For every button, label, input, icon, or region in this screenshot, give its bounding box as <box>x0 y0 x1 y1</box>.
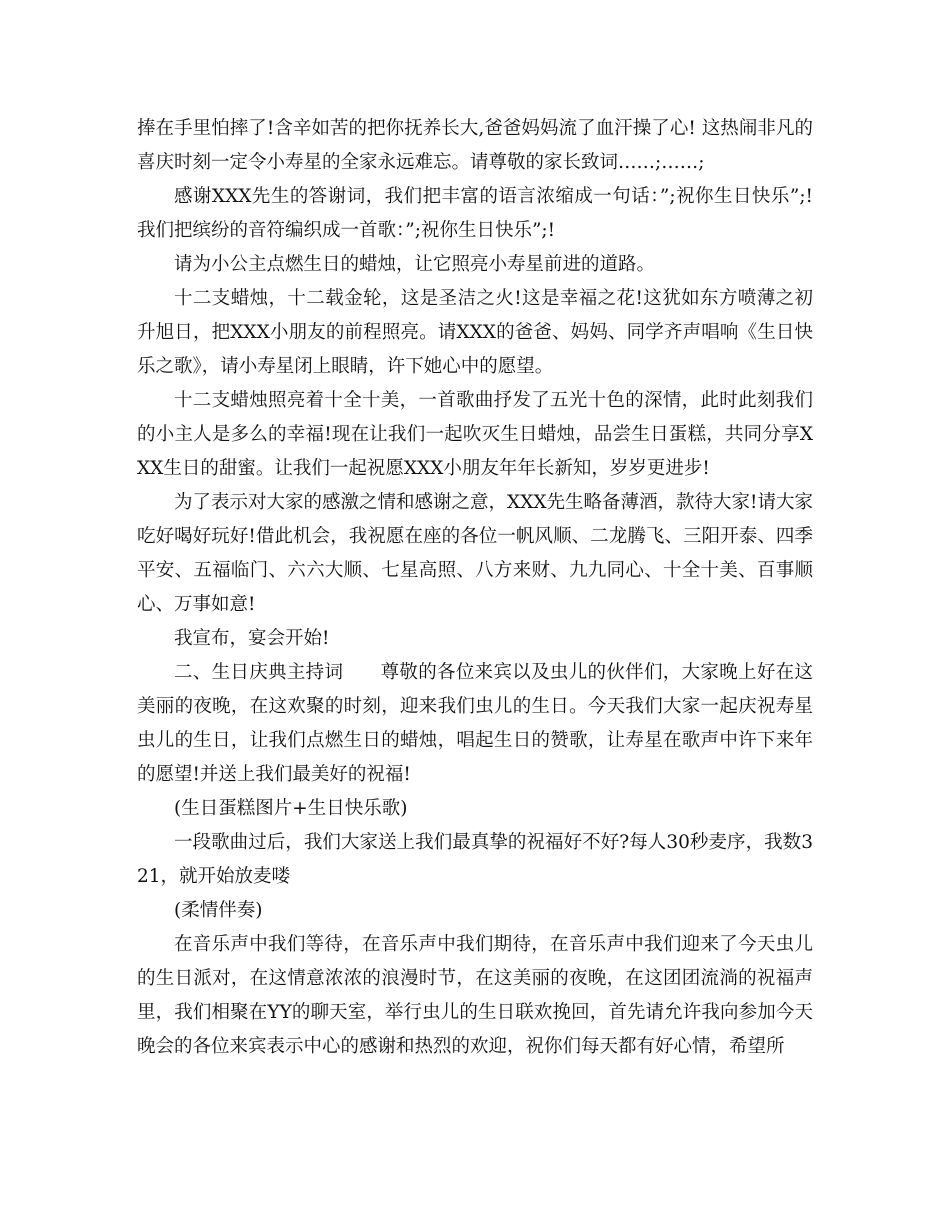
paragraph: 请为小公主点燃生日的蜡烛，让它照亮小寿星前进的道路。 <box>174 254 656 275</box>
paragraph: 捧在手里怕摔了!含辛如苦的把你抚养长大,爸爸妈妈流了血汗操了心! 这热闹非凡的喜庆时刻一定令小寿星的全家永远难忘。请尊敬的家长致词……;……; <box>137 118 813 173</box>
paragraph: 一段歌曲过后，我们大家送上我们最真挚的祝福好不好?每人30秒麦序，我数321，就开始放麦喽 <box>137 832 813 887</box>
paragraph: 十二支蜡烛照亮着十全十美，一首歌曲抒发了五光十色的深情，此时此刻我们的小主人是多么的幸福!现在让我们一起吹灭生日蜡烛，品尝生日蛋糕，共同分享XXX生日的甜蜜。让我们一起祝愿XXX小朋友年年长新知，岁岁更进步! <box>137 390 813 479</box>
section-heading: 二、生日庆典主持词 <box>174 662 344 683</box>
section-heading-tail: 尊敬的各位来宾以及虫儿的伙伴们，大家晚上好在这 <box>380 662 813 683</box>
paragraph: (柔情伴奏) <box>174 900 263 921</box>
document-page <box>137 112 813 1064</box>
paragraph: 感谢XXX先生的答谢词，我们把丰富的语言浓缩成一句话：”;祝你生日快乐”;!我们把缤纷的音符编织成一首歌：”;祝你生日快乐”;! <box>137 186 813 241</box>
paragraph: 我宣布，宴会开始! <box>174 628 330 649</box>
section-body: 美丽的夜晚，在这欢聚的时刻，迎来我们虫儿的生日。今天我们大家一起庆祝寿星虫儿的生日，让我们点燃生日的蜡烛，唱起生日的赞歌，让寿星在歌声中许下来年的愿望!并送上我们最美好的祝福! <box>137 696 813 785</box>
paragraph: 为了表示对大家的感激之情和感谢之意，XXX先生略备薄酒，款待大家!请大家吃好喝好玩好!借此机会，我祝愿在座的各位一帆风顺、二龙腾飞、三阳开泰、四季平安、五福临门、六六大顺、七星高照、八方来财、九九同心、十全十美、百事顺心、万事如意! <box>137 492 813 615</box>
section-heading-paragraph <box>137 656 813 792</box>
paragraph: 在音乐声中我们等待，在音乐声中我们期待，在音乐声中我们迎来了今天虫儿的生日派对，在这情意浓浓的浪漫时节，在这美丽的夜晚，在这团团流淌的祝福声里，我们相聚在YY的聊天室，举行虫儿的生日联欢挽回，首先请允许我向参加今天晚会的各位来宾表示中心的感谢和热烈的欢迎，祝你们每天都有好心情，希望所 <box>137 934 813 1057</box>
paragraph: 十二支蜡烛，十二载金轮，这是圣洁之火!这是幸福之花!这犹如东方喷薄之初升旭日，把XXX小朋友的前程照亮。请XXX的爸爸、妈妈、同学齐声唱响《生日快乐之歌》，请小寿星闭上眼睛，许下她心中的愿望。 <box>137 288 813 377</box>
paragraph: (生日蛋糕图片+生日快乐歌) <box>174 798 408 819</box>
